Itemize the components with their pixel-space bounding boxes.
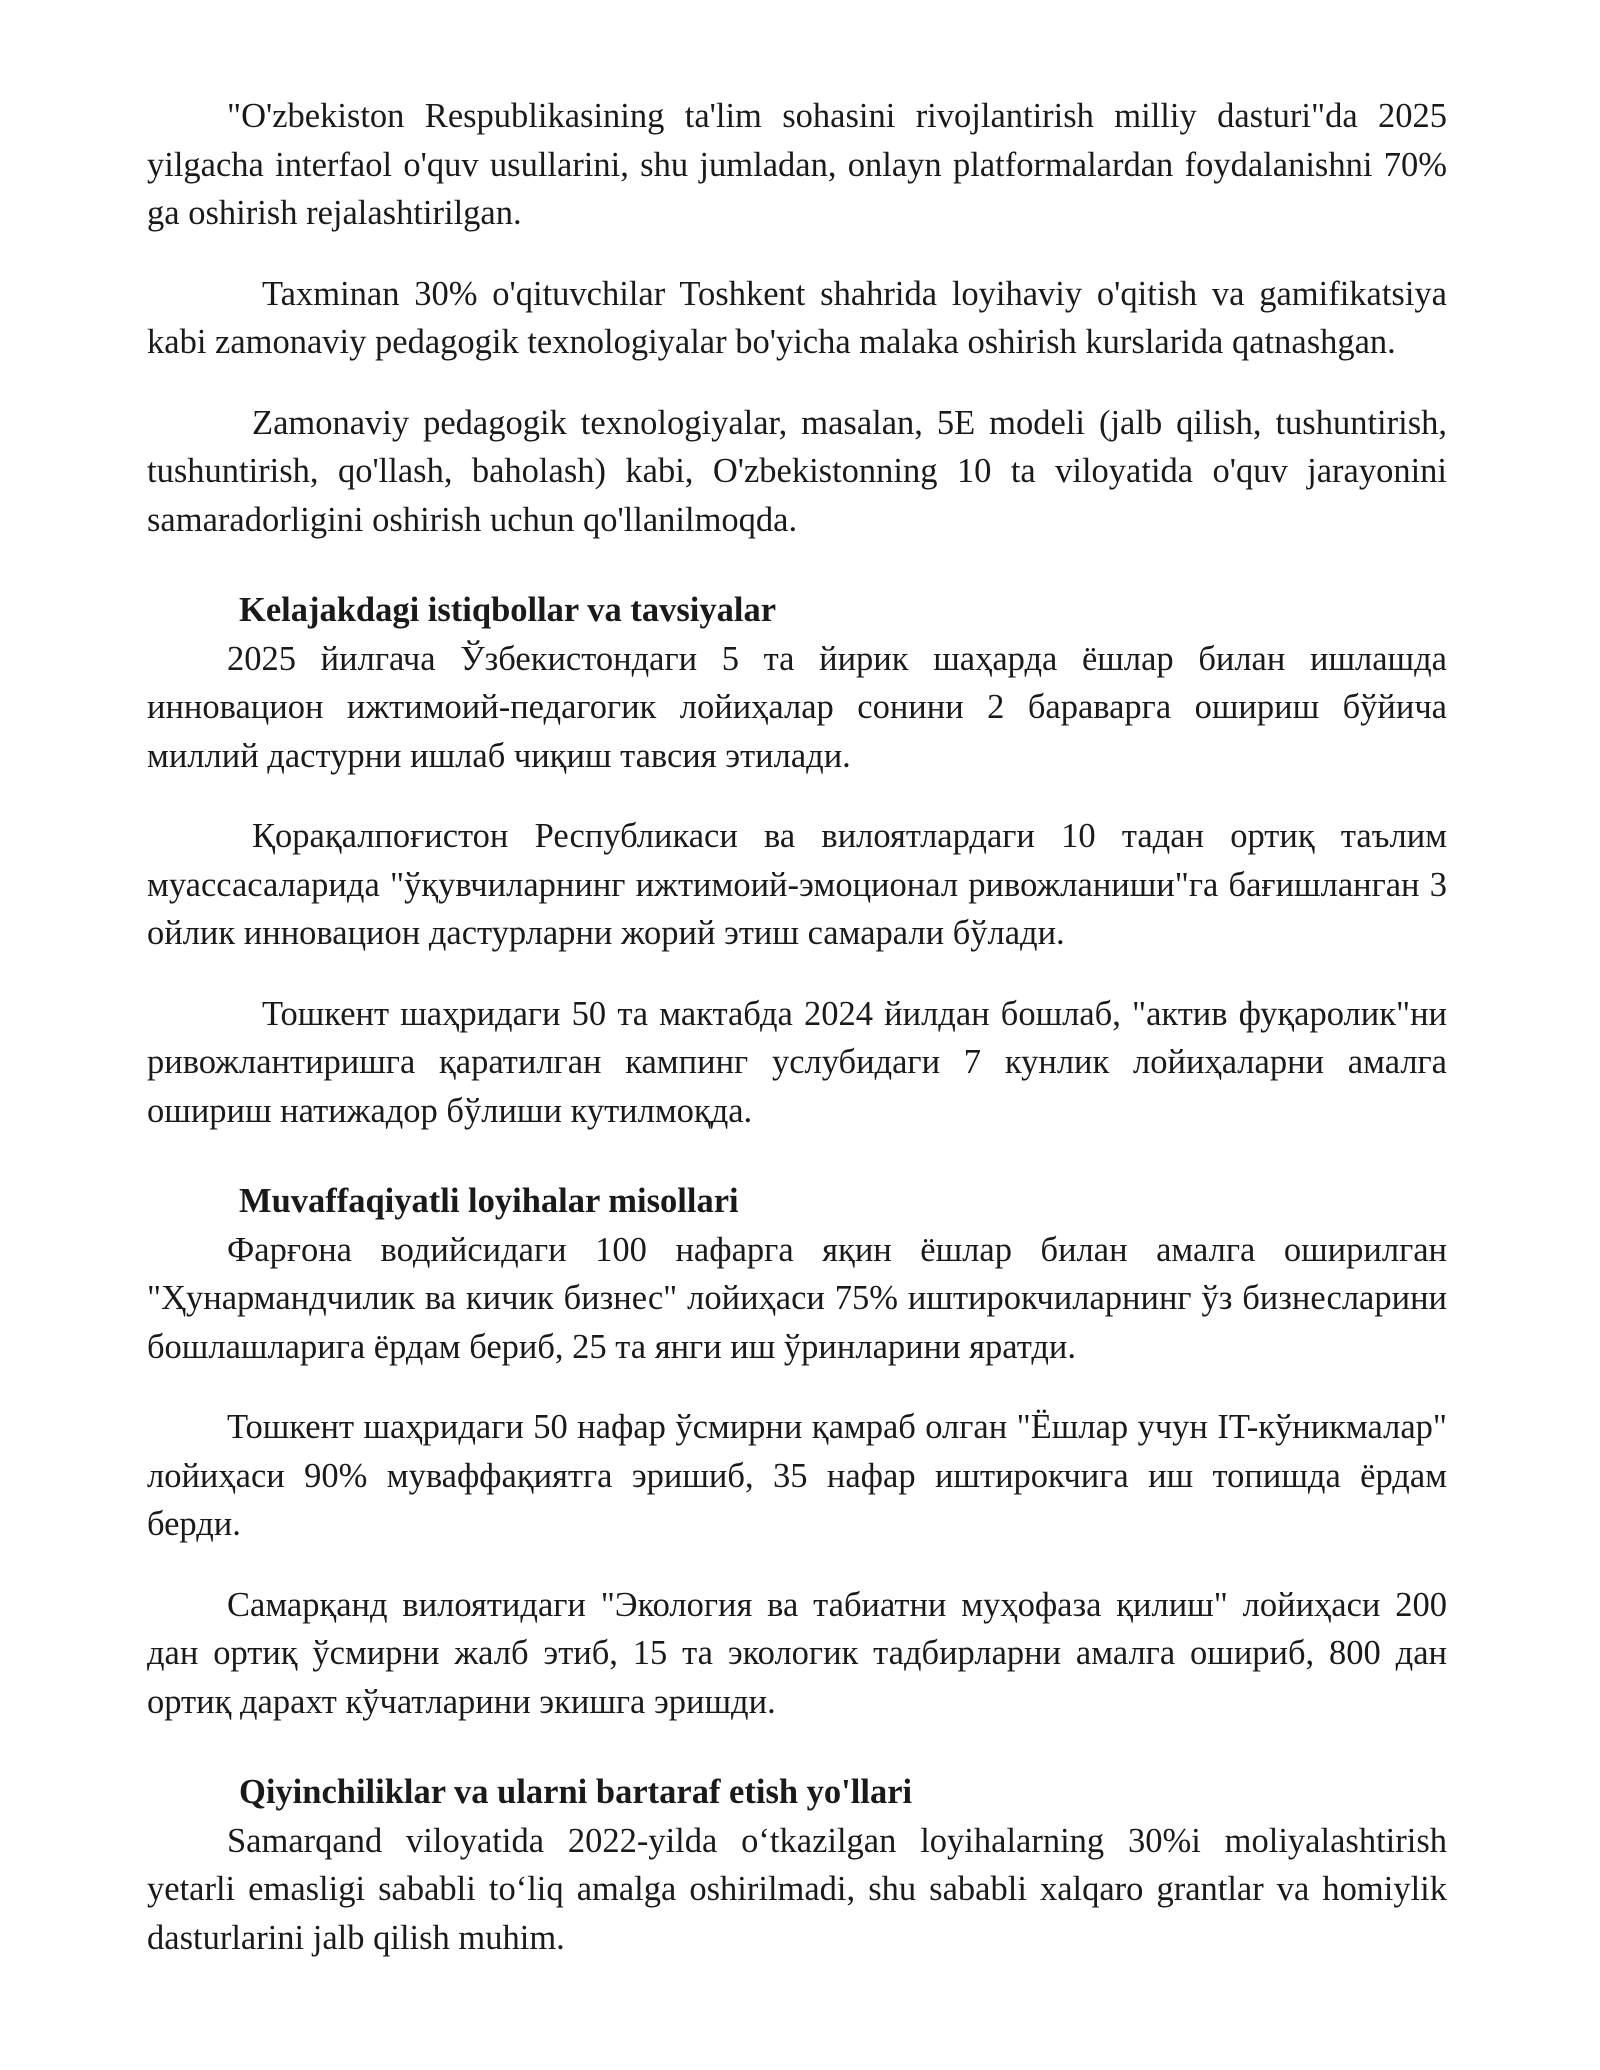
paragraph-milliy-dastur: "O'zbekiston Respublikasining ta'lim sohasini rivojlantirish milliy dasturi"da 2025 yilgacha interfaol o'quv usullarini, shu jumladan, onlayn platformalardan foydalanishni 70% ga oshirish rejalashtirilgan. [147,97,1447,232]
paragraph-qoraqalpogiston: Қорақалпоғистон Республикаси ва вилоятлардаги 10 тадан ортиқ таълим муассасаларида "ўқувчиларнинг ижтимоий-эмоционал ривожланиши"га бағишланган 3 ойлик инновацион дастурларни жорий этиш самарали бўлади. [147,817,1447,952]
paragraph-oqituvchilar-malaka: Taxminan 30% o'qituvchilar Toshkent shahrida loyihaviy o'qitish va gamifikatsiya kabi zamonaviy pedagogik texnologiyalar bo'yicha malaka oshirish kurslarida qatnashgan. [147,274,1447,361]
paragraph-samarqand-ekologiya: Самарқанд вилоятидаги "Экология ва табиатни муҳофаза қилиш" лойиҳаси 200 дан ортиқ ўсмирни жалб этиб, 15 та экологик тадбирларни амалга ошириб, 800 дан ортиқ дарахт кўчатларини экишга эришди. [147,1585,1447,1721]
paragraph-toshkent-maktablar: Тошкент шаҳридаги 50 та мактабда 2024 йилдан бошлаб, "актив фуқаролик"ни ривожлантиришга қаратилган кампинг услубидаги 7 кунлик лойиҳаларни амалга ошириш натижадор бўлиши кутилмоқда. [147,994,1447,1130]
paragraph-toshkent-it-loyiha: Тошкент шаҳридаги 50 нафар ўсмирни қамраб олган "Ёшлар учун IT-кўникмалар" лойиҳаси 90% муваффақиятга эришиб, 35 нафар иштирокчига иш топишда ёрдам берди. [147,1408,1447,1543]
paragraph-milliy-dastur-tavsiya: 2025 йилгача Ўзбекистондаги 5 та йирик шаҳарда ёшлар билан ишлашда инновацион ижтимоий-педагогик лойиҳалар сонини 2 бараварга ошириш бўйича миллий дастурни ишлаб чиқиш тавсия этилади. [147,639,1447,775]
heading-kelajakdagi-istiqbollar: Kelajakdagi istiqbollar va tavsiyalar [239,591,777,629]
heading-muvaffaqiyatli-loyihalar: Muvaffaqiyatli loyihalar misollari [239,1182,739,1220]
paragraph-samarqand-moliyalashtirish: Samarqand viloyatida 2022-yilda oʻtkazilgan loyihalarning 30%i moliyalashtirish yetarli emasligi sababli toʻliq amalga oshirilmadi, shu sababli xalqaro grantlar va homiylik dasturlarini jalb qilish muhim. [147,1821,1447,1957]
paragraph-fargona-loyiha: Фарғона водийсидаги 100 нафарга яқин ёшлар билан амалга оширилган "Ҳунармандчилик ва кичик бизнес" лойиҳаси 75% иштирокчиларнинг ўз бизнесларини бошлашларига ёрдам бериб, 25 та янги иш ўринларини яратди. [147,1230,1447,1366]
paragraph-5e-model: Zamonaviy pedagogik texnologiyalar, masalan, 5E modeli (jalb qilish, tushuntirish, tushuntirish, qo'llash, baholash) kabi, O'zbekistonning 10 ta viloyatida o'quv jarayonini samaradorligini oshirish uchun qo'llanilmoqda. [147,403,1447,539]
document-page [147,92,1447,1962]
heading-qiyinchiliklar: Qiyinchiliklar va ularni bartaraf etish yo'llari [239,1773,913,1811]
